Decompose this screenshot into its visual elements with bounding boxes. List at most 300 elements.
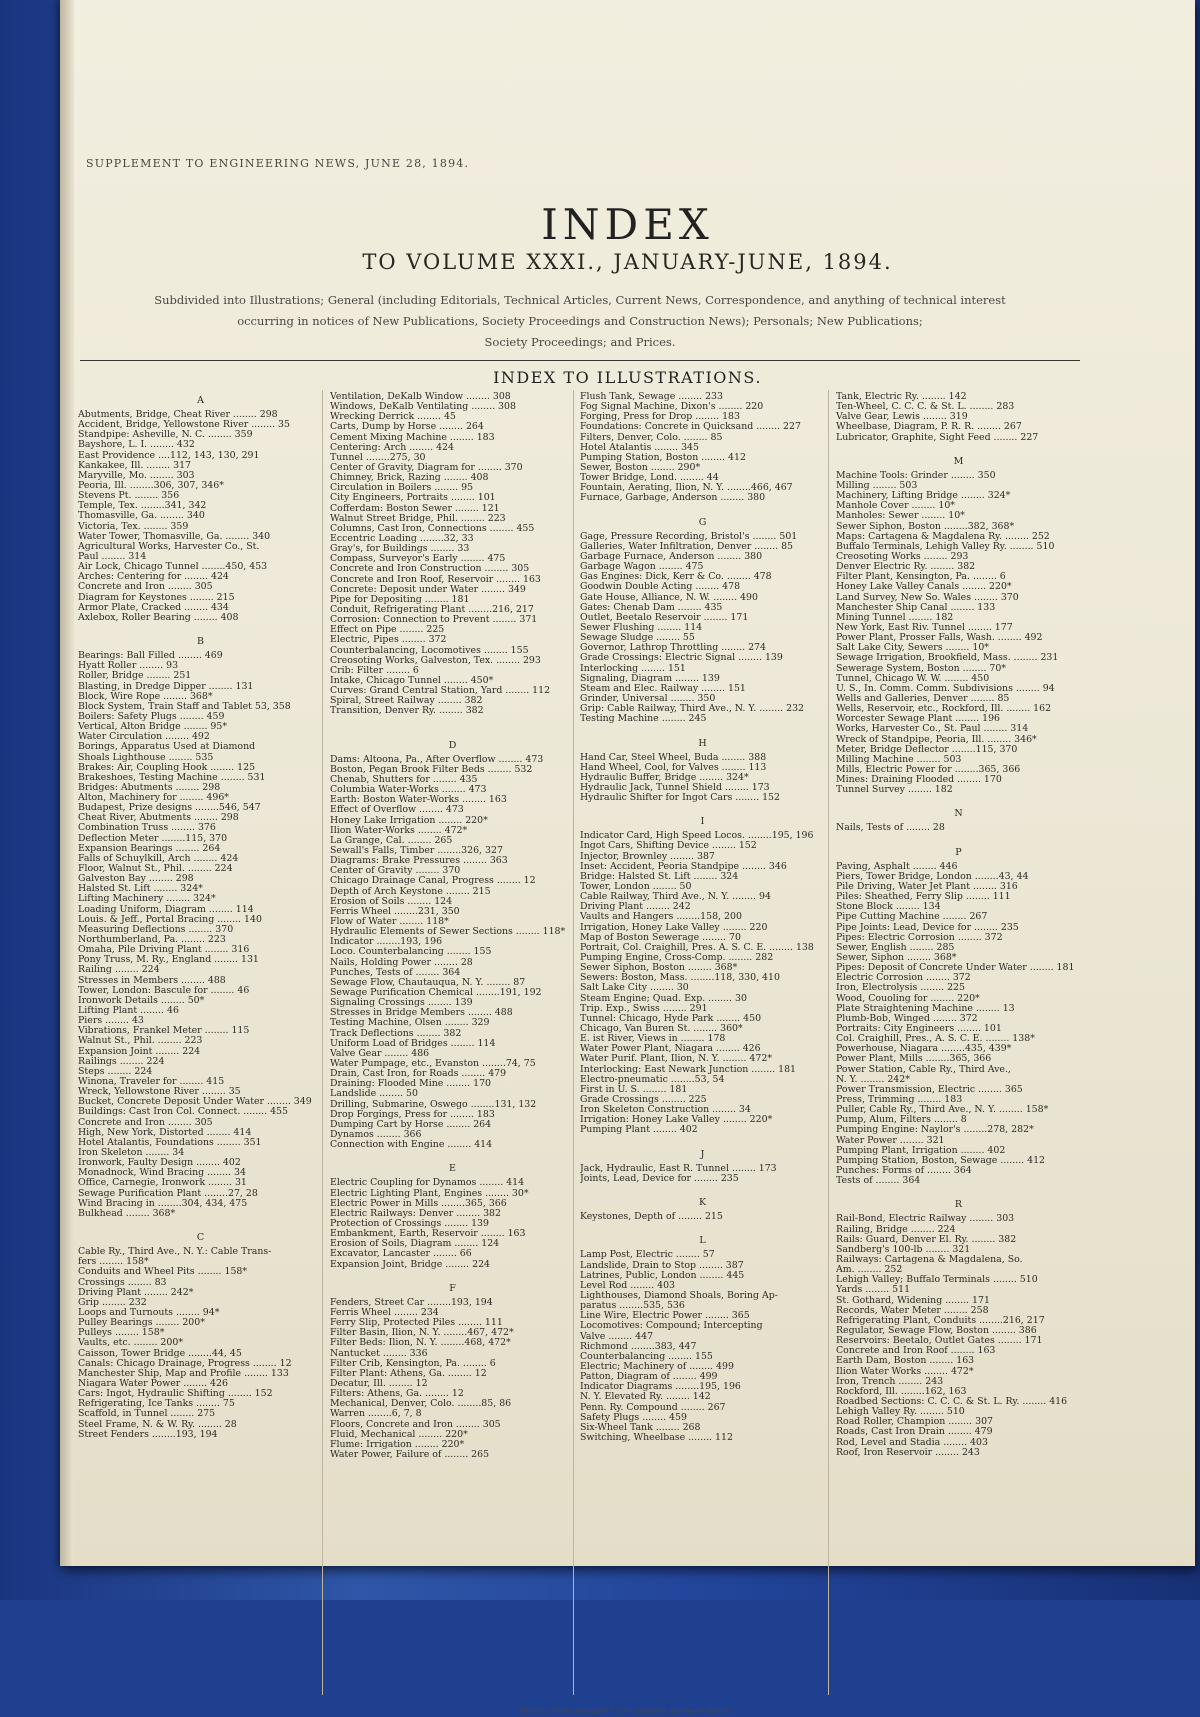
index-entry: Valve Gear, Lewis ........ 319 [836,412,968,423]
description-line-2: occurring in notices of New Publications, Society Proceedings and Construction News); Personals; New Publications; [237,314,923,328]
index-entry: Sewer, English ........ 285 [836,942,955,953]
index-entry: Galleries, Water Infiltration, Denver ........ 85 [580,541,794,552]
index-entry: Concrete and Iron Construction ........ 305 [330,564,530,575]
letter-heading: G [698,516,707,528]
index-entry: Hyatt Roller ........ 93 [78,661,179,672]
index-spacer [78,1219,323,1229]
index-entry: Diagram for Keystones ........ 215 [78,592,235,603]
index-entry: Milling Machine ........ 503 [836,754,962,765]
index-entry: Electric Power in Mills ........365, 366 [330,1198,507,1209]
index-entry: Nails, Holding Power ........ 28 [330,957,473,968]
index-entry: Spiral, Street Railway ........ 382 [330,696,483,707]
index-entry: Concrete and Iron ........ 305 [78,582,213,593]
index-entry: Sewage Purification Plant ........27, 28 [78,1188,258,1199]
index-entry: Lehigh Valley; Buffalo Terminals ........ 510 [836,1275,1038,1286]
index-entry: Curves: Grand Central Station, Yard ........ 112 [330,686,551,697]
index-entry: Puller, Cable Ry., Third Ave., N. Y. ........ 158* [836,1105,1049,1116]
index-entry: Ingot Cars, Shifting Device ........ 152 [580,841,757,852]
index-entry: Flow of Water ........ 118* [330,917,449,928]
index-entry: Pulley Bearings ........ 200* [78,1318,205,1329]
index-entry: Accident, Bridge, Yellowstone River ........ 35 [78,420,290,431]
index-entry: Abutments, Bridge, Cheat River ........ 298 [78,410,278,420]
index-entry: Rails: Guard, Denver El. Ry. ........ 382 [836,1234,1017,1245]
index-entry: Bridges: Abutments ........ 298 [78,782,221,793]
index-entry: Boston, Pegan Brook Filter Beds ........ 532 [330,764,533,775]
index-entry: Earth: Boston Water-Works ........ 163 [330,795,507,806]
index-entry: Borings, Apparatus Used at Diamond [78,742,256,753]
index-entry: Valve Gear ........ 486 [330,1048,430,1059]
index-entry: Lighthouses, Diamond Shoals, Boring Ap- [580,1290,778,1301]
letter-heading: I [700,816,705,828]
index-entry: Machinery, Lifting Bridge ........ 324* [836,491,1011,502]
index-entry: Steps ........ 224 [78,1066,153,1077]
index-entry: Safety Plugs ........ 459 [580,1412,687,1423]
index-entry: Water Circulation ........ 492 [78,732,210,743]
index-entry: Budapest, Prize designs ........546, 547 [78,803,261,814]
index-entry: Driving Plant ........ 242* [78,1287,194,1298]
index-entry: Dynamos ........ 366 [330,1129,422,1140]
index-column-1 [78,392,323,1440]
index-entry: Filter Crib, Kensington, Pa. ........ 6 [330,1358,496,1369]
index-entry: Records, Water Meter ........ 258 [836,1305,989,1316]
index-entry: Canals: Chicago Drainage, Progress ........ 12 [78,1358,292,1369]
index-entry: Electric Coupling for Dynamos ........ 414 [330,1178,525,1189]
index-entry: Portrait, Col. Craighill, Pres. A. S. C. E. ........ 138 [580,942,814,953]
index-entry: Portraits: City Engineers ........ 101 [836,1024,1002,1035]
index-spacer [836,443,1081,453]
index-spacer [330,727,575,737]
index-entry: Walnut St., Phil. ........ 223 [78,1036,203,1047]
index-entry: Driving Plant ........ 242 [580,902,691,913]
index-entry: Erosion of Soils, Diagram ........ 124 [330,1239,500,1250]
index-entry: Block, Wire Rope ........ 368* [78,691,213,702]
index-entry: Valve ........ 447 [580,1331,654,1342]
index-entry: Roller, Bridge ........ 251 [78,671,192,682]
index-entry: Pipe Cutting Machine ........ 267 [836,912,988,923]
index-entry: Ilion Water-Works ........ 472* [330,825,468,836]
index-entry: Roof, Iron Reservoir ........ 243 [836,1447,980,1458]
index-entry: Railing ........ 224 [78,965,160,976]
column-divider [828,390,829,1695]
index-entry: Power Plant, Mills ........365, 366 [836,1054,992,1065]
index-entry: Penn. Ry. Compound ........ 267 [580,1402,726,1413]
index-entry: Sewer Siphon, Boston ........ 368* [580,963,738,974]
index-entry: Flush Tank, Sewage ........ 233 [580,392,723,402]
index-entry: Brakes: Air, Coupling Hook ........ 125 [78,762,256,773]
index-entry: Railways: Cartagena & Magdalena, So. [836,1254,1023,1265]
index-entry: Earth Dam, Boston ........ 163 [836,1356,975,1367]
index-entry: Filter Plant: Athens, Ga. ........ 12 [330,1368,487,1379]
index-entry: Foundations: Concrete in Quicksand ........ 227 [580,422,801,433]
index-entry: Col. Craighill, Pres., A. S. C. E. ........ 138* [836,1034,1035,1045]
index-entry: Water Tower, Thomasville, Ga. ........ 340 [78,531,271,542]
index-entry: Worcester Sewage Plant ........ 196 [836,714,1001,725]
index-entry: Map of Boston Sewerage ........ 70 [580,932,741,943]
index-spacer [836,1186,1081,1196]
index-entry: Expansion Joint, Bridge ........ 224 [330,1259,491,1270]
index-entry: Peoria, Ill. ........306, 307, 346* [78,480,224,491]
index-entry: Cars: Ingot, Hydraulic Shifting ........ 152 [78,1389,273,1400]
index-entry: Depth of Arch Keystone ........ 215 [330,886,491,897]
index-entry: Winona, Traveler for ........ 415 [78,1077,225,1087]
index-entry: Protection of Crossings ........ 139 [330,1218,489,1229]
index-entry: Honey Lake Valley Canals ........ 220* [836,582,1012,593]
index-entry: Eccentric Loading ........32, 33 [330,533,474,544]
index-entry: Connection with Engine ........ 414 [330,1140,493,1151]
index-entry: Diagrams: Brake Pressures ........ 363 [330,856,508,867]
index-spacer [580,803,825,813]
index-entry: Sewer, Boston ........ 290* [580,462,701,473]
index-entry: Niagara Water Power ........ 426 [78,1378,228,1389]
index-entry: Tower Bridge, Lond. ........ 44 [580,473,719,484]
index-entry: Grip ........ 232 [78,1297,147,1308]
index-entry: Boilers: Safety Plugs ........ 459 [78,711,225,722]
index-entry: Lamp Post, Electric ........ 57 [580,1250,715,1261]
index-entry: Rail-Bond, Electric Railway ........ 303 [836,1214,1015,1225]
index-entry: Victoria, Tex. ........ 359 [78,521,189,532]
index-entry: Office, Carnegie, Ironwork ........ 31 [78,1178,247,1189]
index-entry: Thomasville, Ga. ........ 340 [78,511,205,522]
index-entry: Ferry Slip, Protected Piles ........ 111 [330,1318,503,1329]
index-entry: Sewage Flow, Chautauqua, N. Y. ........ 87 [330,977,526,988]
index-entry: Hydraulic Shifter for Ingot Cars ........ 152 [580,793,780,804]
index-entry: Hydraulic Buffer, Bridge ........ 324* [580,772,749,783]
index-entry: Concrete: Deposit under Water ........ 349 [330,584,526,595]
index-entry: Armor Plate, Cracked ........ 434 [78,602,229,613]
index-entry: Tower, London ........ 50 [580,882,692,893]
letter-heading: E [449,1163,456,1175]
index-entry: Yards ........ 511 [836,1285,911,1296]
index-entry: Chimney, Brick, Razing ........ 408 [330,473,489,484]
index-entry: Shoals Lighthouse ........ 535 [78,752,214,763]
index-entry: Sewer Siphon, Boston ........382, 368* [836,521,1015,532]
index-entry: Indicator Diagrams ........195, 196 [580,1382,741,1393]
index-entry: Carts, Dump by Horse ........ 264 [330,422,484,433]
index-entry: Goodwin Double Acting ........ 478 [580,582,741,593]
index-spacer [330,1270,575,1280]
index-entry: Ironwork, Faulty Design ........ 402 [78,1158,241,1169]
index-entry: Grade Crossings ........ 225 [580,1095,707,1105]
header-rule [80,360,1080,361]
index-entry: Garbage Wagon ........ 475 [580,562,704,573]
index-entry: Paving, Asphalt ........ 446 [836,861,958,872]
index-entry: Refrigerating, Ice Tanks ........ 75 [78,1399,235,1410]
index-entry: Salt Lake City ........ 30 [580,983,689,994]
index-entry: Plumb-Bob, Winged ........ 372 [836,1013,978,1024]
index-entry: Tests of ........ 364 [836,1176,921,1187]
index-entry: Falls of Schuylkill, Arch ........ 424 [78,853,239,864]
index-entry: Electric, Pipes ........ 372 [330,635,447,646]
index-entry: Steel Frame, N. & W. Ry. ........ 28 [78,1419,237,1430]
index-entry: Drop Forgings, Press for ........ 183 [330,1109,495,1120]
index-entry: paratus ........535, 536 [580,1301,685,1312]
letter-heading: J [700,1148,705,1160]
index-entry: Cement Mixing Machine ........ 183 [330,432,495,443]
index-entry: Wrecking Derrick ........ 45 [330,412,456,423]
index-entry: Reservoirs: Beetalo, Outlet Gates ........ 171 [836,1336,1043,1347]
index-entry: Vibrations, Frankel Meter ........ 115 [78,1026,250,1037]
index-entry: Garbage Furnace, Anderson ........ 380 [580,551,763,562]
index-entry: Testing Machine ........ 245 [580,714,707,725]
index-entry: Grip: Cable Railway, Third Ave., N. Y. ........ 232 [580,704,805,715]
index-entry: Block System, Train Staff and Tablet 53, 358 [78,701,291,712]
index-entry: Creosoting Works, Galveston, Tex. ........ 293 [330,655,541,666]
index-entry: Pumping Plant, Irrigation ........ 402 [836,1145,1006,1156]
index-entry: Refrigerating Plant, Conduits ........216, 217 [836,1315,1045,1326]
letter-heading: H [698,737,707,749]
index-entry: Regulator, Sewage Flow, Boston ........ 386 [836,1325,1037,1336]
index-entry: Embankment, Earth, Reservoir ........ 163 [330,1229,526,1240]
index-entry: Warren ........6, 7, 8 [330,1409,422,1420]
page-title: INDEX [541,200,714,249]
index-entry: First in U. S. ........ 181 [580,1084,688,1095]
letter-heading: C [196,1232,205,1244]
index-entry: Walnut Street Bridge, Phil. ........ 223 [330,513,506,524]
index-entry: Chicago Drainage Canal, Progress ........ 12 [330,876,536,887]
letter-heading: R [954,1199,963,1211]
index-entry: Cable Ry., Third Ave., N. Y.: Cable Trans- [78,1247,272,1258]
index-entry: Power Station, Cable Ry., Third Ave., [836,1064,1011,1075]
index-entry: Erosion of Soils ........ 124 [330,896,453,907]
index-entry: Pulleys ........ 158* [78,1328,165,1339]
index-entry: Gray's, for Buildings ........ 33 [330,544,470,555]
index-entry: Electric Railways: Denver ........ 382 [330,1208,501,1219]
index-entry: Buildings: Cast Iron Col. Connect. ........ 455 [78,1107,288,1118]
index-entry: Draining: Flooded Mine ........ 170 [330,1079,492,1090]
index-entry: Pony Truss, M. Ry., England ........ 131 [78,955,259,966]
index-entry: Water Power, Failure of ........ 265 [330,1449,490,1460]
index-spacer [836,795,1081,805]
index-entry: Concrete and Iron Roof, Reservoir ........ 163 [330,574,541,585]
index-entry: Railings ........ 224 [78,1056,165,1067]
index-entry: Drilling, Submarine, Oswego ........131, 132 [330,1099,537,1110]
index-entry: Electric Corrosion ........ 372 [836,973,971,984]
description-line-1: Subdivided into Illustrations; General (including Editorials, Technical Articles, Current News, Correspondence, and anything of technical interest [154,293,1006,307]
index-entry: Pile Driving, Water Jet Plant ........ 316 [836,882,1018,893]
index-entry: Bucket, Concrete Deposit Under Water ........ 349 [78,1097,312,1108]
index-entry: Conduit, Refrigerating Plant ........216, 217 [330,604,534,615]
index-spacer [330,1150,575,1160]
index-entry: Brakeshoes, Testing Machine ........ 531 [78,772,266,783]
letter-heading: B [197,636,204,648]
index-entry: Fluid, Mechanical ........ 220* [330,1429,468,1440]
index-column-4 [836,392,1081,1458]
index-entry: Axlebox, Roller Bearing ........ 408 [78,612,239,623]
index-entry: Ferris Wheel ........ 234 [330,1307,439,1318]
index-entry: Pumping Engine: Naylor's ........278, 282* [836,1125,1034,1136]
index-entry: Sewers: Boston, Mass. ........118, 330, 410 [580,973,780,984]
index-entry: Ventilation, DeKalb Window ........ 308 [330,392,511,402]
index-entry: Lehigh Valley Ry. ........ 510 [836,1407,965,1418]
index-entry: Salt Lake City, Sewers ........ 10* [836,643,989,654]
index-entry: Loco. Counterbalancing ........ 155 [330,947,492,958]
page-subtitle: TO VOLUME XXXI., JANUARY-JUNE, 1894. [362,250,893,274]
index-spacer [78,623,323,633]
index-entry: Testing Machine, Olsen ........ 329 [330,1018,490,1029]
letter-heading: F [449,1282,456,1294]
index-entry: Crossings ........ 83 [78,1277,167,1288]
index-entry: Iron, Electrolysis ........ 225 [836,983,965,994]
index-entry: Punches, Tests of ........ 364 [330,967,461,978]
index-entry: Signaling Crossings ........ 139 [330,998,473,1009]
index-column-2 [330,392,575,1460]
index-entry: Pipes: Deposit of Concrete Under Water ........ 181 [836,963,1075,974]
index-entry: High, New York, Distorted ........ 414 [78,1127,252,1138]
index-entry: Electro-pneumatic ........53, 54 [580,1074,725,1085]
index-entry: Chenab, Shutters for ........ 435 [330,775,478,786]
index-entry: Hydraulic Jack, Tunnel Shield ........ 173 [580,782,770,793]
index-entry: Grinder, Universal ........ 350 [580,693,716,704]
index-entry: Vertical, Alton Bridge ........ 95* [78,722,228,733]
index-entry: Intake, Chicago Tunnel ........ 450* [330,675,494,686]
index-entry: Richmond ........383, 447 [580,1341,697,1352]
index-entry: Press, Trimming ........ 183 [836,1095,963,1105]
index-entry: Pumping Station, Boston ........ 412 [580,452,746,463]
footnote: Illustrations marked * are printed on inset sheets. [519,1707,736,1717]
index-entry: Road Roller, Champion ........ 307 [836,1417,993,1428]
index-entry: Stresses in Bridge Members ........ 488 [330,1008,513,1019]
index-entry: Interlocking ........ 151 [580,663,686,674]
index-entry: Filter Basin, Ilion, N. Y. ........467, 472* [330,1328,514,1339]
index-entry: Steam and Elec. Railway ........ 151 [580,683,746,694]
index-entry: Piers ........ 43 [78,1016,144,1027]
index-entry: Floors, Concrete and Iron ........ 305 [330,1419,501,1430]
index-entry: Latrines, Public, London ........ 445 [580,1270,745,1281]
index-entry: Railing, Bridge ........ 224 [836,1224,956,1235]
index-entry: Injector, Brownley ........ 387 [580,851,715,862]
index-entry: Street Fenders ........193, 194 [78,1429,218,1440]
index-entry: Filter Beds: Ilion, N. Y. ........468, 472* [330,1338,511,1349]
index-entry: Blasting, in Dredge Dipper ........ 131 [78,681,254,692]
index-entry: Creosoting Works ........ 293 [836,551,969,562]
index-entry: Gate House, Alliance, N. W. ........ 490 [580,592,758,603]
index-entry: Piles: Sheathed, Ferry Slip ........ 111 [836,892,1011,903]
index-entry: Paul ........ 314 [78,551,147,562]
index-entry: Lubricator, Graphite, Sight Feed ........ 227 [836,432,1039,443]
index-entry: Tunnel, Chicago W. W. ........ 450 [836,673,990,684]
index-entry: Steam Engine; Quad. Exp. ........ 30 [580,993,747,1004]
column-divider [322,390,323,1695]
index-entry: Concrete and Iron ........ 305 [78,1117,213,1128]
index-entry: Manchester Ship Canal ........ 133 [836,602,996,613]
index-entry: Wind Bracing in ........304, 434, 475 [78,1198,248,1209]
index-entry: Wells, Reservoir, etc., Rockford, Ill. ........ 162 [836,704,1052,715]
letter-heading: D [448,739,457,751]
index-entry: Wreck of Standpipe, Peoria, Ill. ........ 346* [836,734,1037,745]
index-entry: Iron Skeleton ........ 34 [78,1147,185,1158]
index-entry: Scaffold, in Tunnel ........ 275 [78,1409,216,1420]
index-entry: Iron Skeleton Construction ........ 34 [580,1105,751,1116]
index-entry: Hydraulic Elements of Sewer Sections ........ 118* [330,927,566,938]
index-entry: Power Transmission, Electric ........ 365 [836,1084,1023,1095]
index-entry: Counterbalancing ........ 155 [580,1351,713,1362]
index-entry: Gage, Pressure Recording, Bristol's ........ 501 [580,531,798,542]
index-entry: Filters: Athens, Ga. ........ 12 [330,1389,464,1400]
index-entry: Wells and Galleries, Denver ........ 85 [836,693,1010,704]
index-entry: Furnace, Garbage, Anderson ........ 380 [580,493,766,504]
index-entry: Wreck, Yellowstone River ........ 35 [78,1087,241,1098]
index-entry: Effect of Overflow ........ 473 [330,805,464,816]
index-entry: Irrigation: Honey Lake Valley ........ 220* [580,1115,773,1126]
index-entry: Louis. & Jeff., Portal Bracing ........ 140 [78,914,262,925]
index-entry: Water Pumpage, etc., Evanston ........74, 75 [330,1059,536,1069]
index-entry: Centering: Arch ........ 424 [330,442,454,453]
index-entry: Bearings: Ball Filled ........ 469 [78,651,223,662]
index-entry: Mills, Electric Power for ........365, 366 [836,764,1021,775]
index-entry: Punches: Forms of ........ 364 [836,1165,972,1176]
index-entry: Denver Electric Ry. ........ 382 [836,562,976,573]
index-entry: Transition, Denver Ry. ........ 382 [330,706,484,717]
index-entry: Governor, Lathrop Throttling ........ 274 [580,643,766,654]
index-spacer [580,1184,825,1194]
index-entry: U. S., In. Comm. Comm. Subdivisions ........ 94 [836,683,1055,694]
index-column-3 [580,392,825,1443]
index-entry: Vaults and Hangers ........158, 200 [580,912,742,923]
index-entry: Lifting Machinery ........ 324* [78,894,216,905]
index-entry: Sewage Purification Chemical ........191, 192 [330,988,542,999]
index-entry: Filters, Denver, Colo. ........ 85 [580,432,723,443]
index-entry: Gas Engines: Dick, Kerr & Co. ........ 478 [580,572,772,583]
index-entry: Expansion Bearings ........ 264 [78,843,221,854]
index-entry: Fenders, Street Car ........193, 194 [330,1297,493,1308]
index-spacer [580,724,825,734]
index-entry: Conduits and Wheel Pits ........ 158* [78,1267,248,1278]
index-entry: Arches: Centering for ........ 424 [78,572,229,583]
index-spacer [580,1136,825,1146]
index-entry: Electric Lighting Plant, Engines ........ 30* [330,1188,529,1199]
index-entry: Ironwork Details ........ 50* [78,995,205,1006]
subdivision-description [85,290,1075,353]
index-entry: E. ist River, Views in ........ 178 [580,1034,726,1045]
index-entry: Hand Car, Steel Wheel, Buda ........ 388 [580,752,767,763]
index-entry: Plate Straightening Machine ........ 13 [836,1003,1015,1014]
index-entry: Sewage Irrigation, Brookfield, Mass. ........ 231 [836,653,1059,664]
index-entry: Roadbed Sections: C. C. C. & St. L. Ry. ........ 416 [836,1396,1068,1407]
index-entry: Maryville, Mo. ........ 303 [78,470,195,481]
index-page [60,0,1195,1717]
index-spacer [836,834,1081,844]
index-entry: Landslide ........ 50 [330,1089,418,1100]
index-entry: Center of Gravity, Diagram for ........ 370 [330,462,523,473]
index-entry: Irrigation, Honey Lake Valley ........ 220 [580,922,768,933]
index-entry: Filter Plant, Kensington, Pa. ........ 6 [836,572,1006,583]
index-entry: Indicator Card, High Speed Locos. ........195, 196 [580,831,814,842]
index-entry: Cofferdam: Boston Sewer ........ 121 [330,503,500,514]
index-entry: Measuring Deflections ........ 370 [78,924,234,935]
index-entry: Electric; Machinery of ........ 499 [580,1361,734,1372]
index-entry: Floor, Walnut St., Phil. ........ 224 [78,864,233,875]
index-entry: Line Wire, Electric Power ........ 365 [580,1311,750,1322]
index-entry: Machine Tools: Grinder ........ 350 [836,470,996,481]
index-entry: Track Deflections ........ 382 [330,1028,462,1039]
index-entry: Bulkhead ........ 368* [78,1208,176,1219]
index-entry: Pumping Plant ........ 402 [580,1125,698,1136]
index-entry: Tunnel ........275, 30 [330,452,426,463]
index-entry: Fog Signal Machine, Dixon's ........ 220 [580,402,764,413]
index-entry: City Engineers, Portraits ........ 101 [330,493,496,504]
index-entry: Grade Crossings: Electric Signal ........ 139 [580,653,783,664]
index-entry: Roads, Cast Iron Drain ........ 479 [836,1427,993,1438]
index-entry: Temple, Tex. ........341, 342 [78,501,207,512]
index-entry: Landslide, Drain to Stop ........ 387 [580,1260,744,1271]
index-entry: Signaling, Diagram ........ 139 [580,673,720,684]
letter-heading: A [197,395,204,406]
index-entry: Circulation in Boilers ........ 95 [330,483,474,494]
index-entry: fers ........ 158* [78,1257,149,1268]
index-entry: Deflection Meter ........115, 370 [78,833,228,844]
index-entry: Powerhouse, Niagara ........435, 439* [836,1044,1012,1055]
description-line-3: Society Proceedings; and Prices. [484,335,676,349]
